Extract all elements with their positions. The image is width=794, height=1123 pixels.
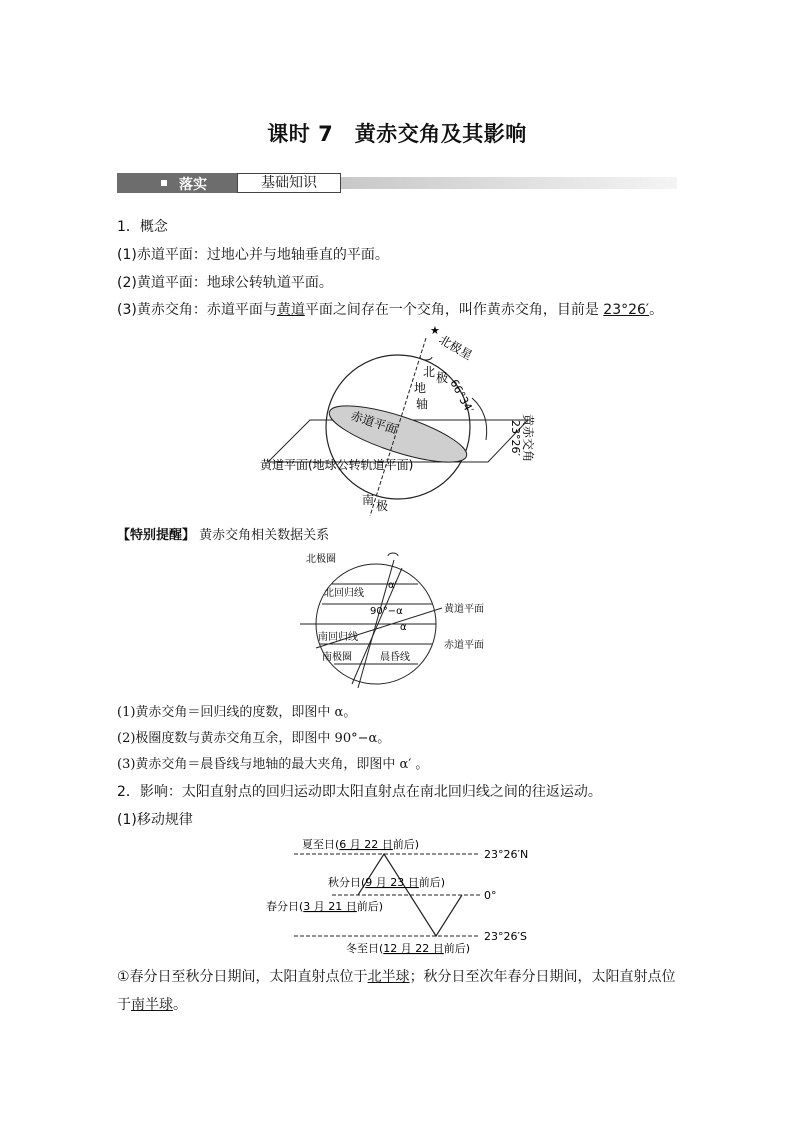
axis-label-1: 地 — [414, 381, 427, 395]
spring-date: 3 月 21 日 — [303, 900, 357, 913]
banner-gradient-bar — [341, 177, 677, 189]
earth-planes-diagram — [250, 322, 540, 518]
summer-label-end: 前后) — [392, 838, 420, 851]
equatorial-plane-label: 赤道平面 — [349, 408, 400, 437]
arctic-circle-label: 北极圈 — [306, 554, 336, 565]
alpha-label: α — [400, 622, 407, 633]
tropic-north-label: 北回归线 — [324, 588, 364, 599]
final-paragraph-line-1 — [117, 966, 676, 986]
concept-3-mid: 平面之间存在一个交角，叫作黄赤交角，目前是 — [304, 302, 604, 318]
movement-subheading: (1)移动规律 — [117, 812, 193, 828]
spring-equinox-label — [266, 899, 383, 913]
final-a2: ；秋分日至次年春分日期间，太阳直射点位 — [409, 969, 676, 985]
summer-solstice-label — [302, 837, 419, 851]
spring-label-pre: 春分日( — [266, 900, 304, 913]
alpha-prime-label: α′ — [388, 580, 397, 591]
axis-label-2: 轴 — [416, 397, 429, 411]
banner-dark-block — [117, 173, 237, 193]
section-banner — [117, 173, 677, 193]
final-paragraph-line-2 — [117, 994, 187, 1014]
equatorial-plane-label: 赤道平面 — [444, 640, 484, 651]
tip-tag: 【特别提醒】 — [117, 528, 196, 543]
final-blank-south: 南半球 — [131, 997, 173, 1013]
final-a1: ①春分日至秋分日期间，太阳直射点位于 — [117, 969, 368, 985]
north-pole-label-1: 北 — [423, 365, 436, 379]
concept-3-pre: (3)黄赤交角：赤道平面与 — [117, 302, 277, 318]
winter-date: 12 月 22 日 — [383, 942, 444, 955]
concept-3-blank-2: 23°26′ — [603, 302, 650, 318]
influence-heading: 2．影响：太阳直射点的回归运动即太阳直射点在南北回归线之间的往返运动。 — [117, 784, 602, 800]
ecliptic-plane-label: 黄道平面(地球公转轨道平面) — [260, 458, 414, 472]
winter-label-pre: 冬至日( — [346, 942, 384, 955]
autumn-label-pre: 秋分日( — [328, 876, 366, 889]
concept-item-1: (1)赤道平面：过地心并与地轴垂直的平面。 — [117, 247, 389, 263]
antarctic-circle-label: 南极圈 — [322, 652, 352, 663]
latitude-relation-diagram — [292, 548, 512, 690]
latitude-zero-label: 0° — [484, 889, 497, 902]
final-blank-north: 北半球 — [367, 969, 410, 985]
tilt-name-label: 黄赤交角 — [521, 414, 535, 463]
ecliptic-plane-label: 黄道平面 — [444, 604, 484, 615]
relation-2: (2)极圈度数与黄赤交角互余，即图中 90°−α。 — [117, 731, 391, 746]
north-star-icon: ★ — [430, 324, 440, 337]
final-a3: 于 — [117, 997, 131, 1013]
relation-1: (1)黄赤交角＝回归线的度数，即图中 α。 — [117, 705, 357, 720]
south-pole-label-2: 极 — [376, 499, 389, 513]
terminator-label: 晨昏线 — [380, 652, 410, 663]
concept-heading: 1．概念 — [117, 219, 168, 235]
square-bullet-icon — [161, 180, 167, 186]
tropic-south-label: 南回归线 — [318, 632, 358, 643]
relation-3: (3)黄赤交角＝晨昏线与地轴的最大夹角，即图中 α′ 。 — [117, 757, 429, 772]
autumn-label-end: 前后) — [418, 876, 446, 889]
concept-3-blank-1: 黄道 — [276, 302, 305, 318]
south-pole-label-1: 南 — [362, 493, 375, 507]
latitude-south-label: 23°26′S — [484, 930, 527, 943]
summer-date: 6 月 22 日 — [339, 838, 393, 851]
complement-angle-label: 90°−α — [370, 606, 403, 617]
latitude-north-label: 23°26′N — [484, 848, 529, 861]
rotation-arrow-icon — [388, 553, 398, 556]
sun-migration-diagram — [262, 832, 542, 960]
angle-66-label: 66°34′ — [447, 377, 476, 416]
autumn-date: 9 月 23 日 — [365, 876, 419, 889]
summer-label-pre: 夏至日( — [302, 838, 340, 851]
page-title: 课时 7 黄赤交角及其影响 — [267, 122, 527, 146]
north-pole-label-2: 极 — [436, 371, 449, 385]
north-star-label: 北极星 — [436, 332, 475, 363]
concept-item-3 — [117, 299, 663, 319]
special-tip — [117, 524, 329, 543]
banner-box-label: 基础知识 — [237, 173, 341, 193]
tilt-value-label: 23°26′ — [509, 420, 522, 456]
banner-label: 落实 — [179, 177, 207, 193]
autumn-equinox-label — [328, 875, 445, 889]
winter-solstice-label — [346, 941, 470, 955]
concept-3-end: 。 — [649, 302, 664, 318]
spring-label-end: 前后) — [356, 900, 384, 913]
final-a4: 。 — [173, 997, 187, 1013]
winter-label-end: 前后) — [443, 942, 471, 955]
concept-item-2: (2)黄道平面：地球公转轨道平面。 — [117, 275, 333, 291]
tip-text: 黄赤交角相关数据关系 — [199, 528, 330, 543]
